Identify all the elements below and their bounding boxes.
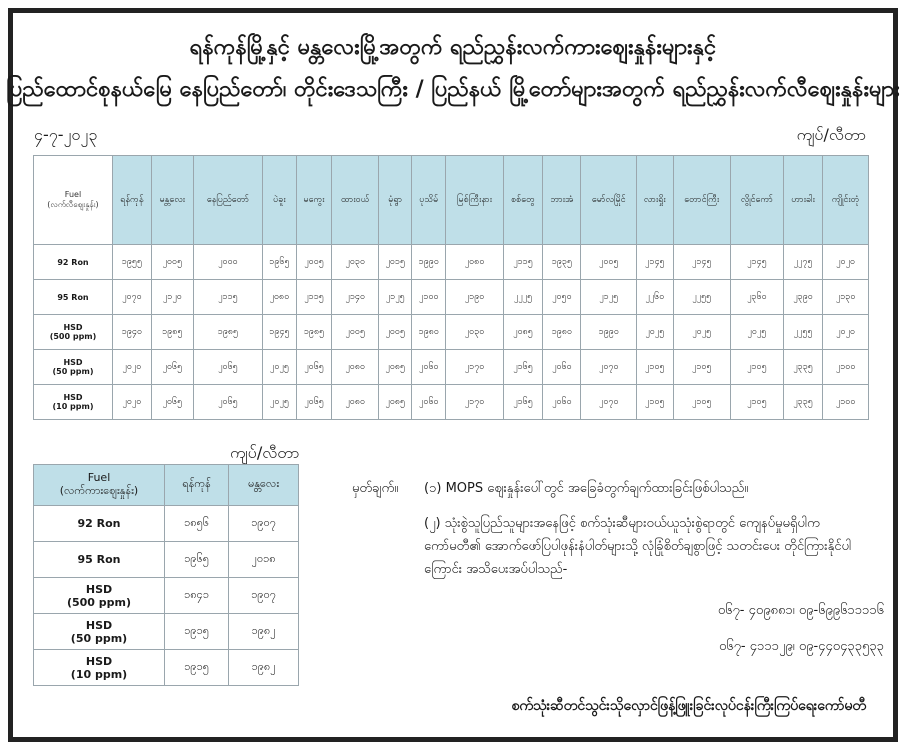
price-cell: ၂၀၈၅ xyxy=(503,315,543,350)
price-cell: ၂၀၆၅ xyxy=(193,350,262,385)
price-cell: ၂၂၆၀ xyxy=(637,280,674,315)
city-header: မန္တလေး xyxy=(151,156,193,245)
fuel-type-cell: HSD (10 ppm) xyxy=(34,385,113,420)
price-cell: ၂၀၀၀ xyxy=(193,245,262,280)
city-header: မုံရွာ xyxy=(379,156,412,245)
price-cell: ၂၀၆၅ xyxy=(151,385,193,420)
phone-numbers-2: ၀၆၇- ၄၁၁၁၂၉၊ ၀၉-၄၄၀၄၃၃၅၃၃ xyxy=(718,639,884,654)
price-cell: ၂၀၂၅ xyxy=(637,315,674,350)
price-cell: ၂၀၀၅ xyxy=(332,315,379,350)
price-cell: ၂၀၀၅ xyxy=(379,315,412,350)
price-cell: ၁၉၈၅ xyxy=(296,315,331,350)
price-cell: ၂၁၄၅ xyxy=(730,245,783,280)
price-cell: ၂၁၀၅ xyxy=(673,350,730,385)
price-cell: ၂၁၄၅ xyxy=(637,245,674,280)
city-header: လွိုင်ကော် xyxy=(730,156,783,245)
price-cell: ၂၀၅၀ xyxy=(543,280,581,315)
price-cell: ၂၁၆၅ xyxy=(503,350,543,385)
price-cell: ၁၉၈၂ xyxy=(229,650,299,686)
price-cell: ၁၉၁၅ xyxy=(165,614,229,650)
fuel-type-cell: HSD (50 ppm) xyxy=(34,614,165,650)
price-cell: ၂၂၂၅ xyxy=(503,280,543,315)
price-cell: ၂၀၆၅ xyxy=(193,385,262,420)
city-header: မြစ်ကြီးနား xyxy=(446,156,503,245)
retail-row xyxy=(34,315,869,350)
price-cell: ၁၉၃၅ xyxy=(543,245,581,280)
price-cell: ၁၉၈၂ xyxy=(229,614,299,650)
wholesale-table-body xyxy=(34,506,299,686)
price-cell: ၂၁၀၅ xyxy=(637,350,674,385)
price-cell: ၂၁၀၀ xyxy=(412,280,446,315)
retail-row xyxy=(34,385,869,420)
price-cell: ၂၁၃၀ xyxy=(823,280,869,315)
title-line2: ပြည်ထောင်စုနယ်မြေ နေပြည်တော်၊ တိုင်းဒေသကြီး / ပြည်နယ် မြို့တော်များအတွက် ရည်ညွှန်းလက်လီဈေးနှုန်းများ xyxy=(6,77,900,102)
price-cell: ၂၁၀၀ xyxy=(823,350,869,385)
date: ၄-၇-၂၀၂၃ xyxy=(34,125,98,144)
price-cell: ၂၀၁၈ xyxy=(229,542,299,578)
city-header: ပဲခူး xyxy=(262,156,296,245)
price-cell: ၂၀၆၀ xyxy=(543,350,581,385)
committee-signature: စက်သုံးဆီတင်သွင်းသိုလှောင်ဖြန့်ဖြူးခြင်းလုပ်ငန်းကြီးကြပ်ရေးကော်မတီ xyxy=(511,698,866,714)
price-cell: ၁၉၉၀ xyxy=(581,315,637,350)
price-cell: ၁၈၄၁ xyxy=(165,578,229,614)
title-line1: ရန်ကုန်မြို့နှင့် မန္တလေးမြို့အတွက် ရည်ညွှန်းလက်ကားဈေးနှုန်းများနှင့် xyxy=(189,35,717,60)
price-cell: ၂၀၂၅ xyxy=(262,350,296,385)
wholesale-row xyxy=(34,506,299,542)
price-cell: ၂၀၇၀ xyxy=(581,385,637,420)
price-cell: ၂၀၈၀ xyxy=(332,350,379,385)
price-cell: ၂၁၀၀ xyxy=(823,385,869,420)
phone-numbers-1: ၀၆၇- ၄၀၉၈၈၁၊ ၀၉-၆၉၉၆၁၁၁၁၆ xyxy=(717,603,884,618)
city-header: တောင်ကြီး xyxy=(673,156,730,245)
fuel-type-cell: HSD (500 ppm) xyxy=(34,315,113,350)
price-cell: ၂၀၈၀ xyxy=(262,280,296,315)
price-cell: ၁၉၆၅ xyxy=(262,245,296,280)
price-cell: ၂၃၉၀ xyxy=(783,280,822,315)
fuel-type-cell: 92 Ron xyxy=(34,506,165,542)
city-header: ရန်ကုန် xyxy=(113,156,152,245)
city-header: ကျိုင်းတုံ xyxy=(823,156,869,245)
price-cell: ၂၁၁၅ xyxy=(296,280,331,315)
price-cell: ၁၉၈၅ xyxy=(193,315,262,350)
price-cell: ၂၀၀၅ xyxy=(296,245,331,280)
price-cell: ၂၂၇၅ xyxy=(783,245,822,280)
price-cell: ၂၀၀၅ xyxy=(581,245,637,280)
city-header: လားရှိုး xyxy=(637,156,674,245)
price-cell: ၂၁၀၅ xyxy=(730,385,783,420)
city-header: ဟားခါး xyxy=(783,156,822,245)
price-cell: ၁၉၈၅ xyxy=(151,315,193,350)
price-cell: ၂၀၆၀ xyxy=(412,350,446,385)
fuel-type-cell: 95 Ron xyxy=(34,542,165,578)
price-cell: ၁၉၀၇ xyxy=(229,506,299,542)
retail-table-body xyxy=(34,245,869,420)
price-cell: ၁၉၀၇ xyxy=(229,578,299,614)
retail-fuel-header: Fuel (လက်လီဈေးနှုန်း) xyxy=(34,156,113,245)
price-cell: ၁၉၆၅ xyxy=(165,542,229,578)
wholesale-city-header: ရန်ကုန် xyxy=(165,465,229,506)
price-cell: ၂၁၉၀ xyxy=(446,280,503,315)
price-cell: ၂၀၂၀ xyxy=(823,315,869,350)
price-cell: ၂၀၆၀ xyxy=(412,385,446,420)
fuel-type-cell: 92 Ron xyxy=(34,245,113,280)
price-cell: ၂၂၅၅ xyxy=(673,280,730,315)
city-header: မော်လမြိုင် xyxy=(581,156,637,245)
price-cell: ၂၀၂၅ xyxy=(730,315,783,350)
price-cell: ၁၉၄၀ xyxy=(113,315,152,350)
price-cell: ၂၀၆၅ xyxy=(296,350,331,385)
fuel-type-cell: HSD (500 ppm) xyxy=(34,578,165,614)
price-cell: ၁၉၉၀ xyxy=(412,245,446,280)
price-cell: ၂၀၂၅ xyxy=(262,385,296,420)
price-cell: ၂၀၃၀ xyxy=(446,315,503,350)
price-cell: ၂၁၂၅ xyxy=(379,280,412,315)
city-header: ပုသိမ် xyxy=(412,156,446,245)
retail-header-row xyxy=(34,156,869,245)
wholesale-row xyxy=(34,650,299,686)
fuel-type-cell: HSD (50 ppm) xyxy=(34,350,113,385)
wholesale-unit-label: ကျပ်/လီတာ xyxy=(230,443,300,462)
price-cell: ၂၀၆၀ xyxy=(543,385,581,420)
price-cell: ၁၉၈၀ xyxy=(412,315,446,350)
wholesale-row xyxy=(34,614,299,650)
price-cell: ၂၁၇၀ xyxy=(446,350,503,385)
wholesale-price-table xyxy=(33,464,299,686)
wholesale-row xyxy=(34,578,299,614)
city-header: မကွေး xyxy=(296,156,331,245)
price-cell: ၂၁၀၅ xyxy=(730,350,783,385)
price-cell: ၂၁၂၅ xyxy=(581,280,637,315)
city-header: နေပြည်တော် xyxy=(193,156,262,245)
price-cell: ၂၀၂၀ xyxy=(113,385,152,420)
price-cell: ၂၀၂၀ xyxy=(113,350,152,385)
price-cell: ၂၀၁၅ xyxy=(379,245,412,280)
price-cell: ၂၂၅၅ xyxy=(783,315,822,350)
retail-row xyxy=(34,350,869,385)
retail-price-table xyxy=(33,155,869,420)
price-cell: ၂၀၈၅ xyxy=(379,385,412,420)
price-cell: ၂၀၂၅ xyxy=(673,315,730,350)
unit-label: ကျပ်/လီတာ xyxy=(796,125,866,144)
price-cell: ၂၁၀၅ xyxy=(637,385,674,420)
fuel-type-cell: 95 Ron xyxy=(34,280,113,315)
price-cell: ၂၁၂၀ xyxy=(151,280,193,315)
price-cell: ၂၀၂၀ xyxy=(823,245,869,280)
city-header: ထားဝယ် xyxy=(332,156,379,245)
wholesale-fuel-header: Fuel (လက်ကားဈေးနှုန်း) xyxy=(34,465,165,506)
price-cell: ၂၁၄၀ xyxy=(332,280,379,315)
price-cell: ၁၈၅၆ xyxy=(165,506,229,542)
price-cell: ၁၉၁၅ xyxy=(165,650,229,686)
wholesale-city-header: မန္တလေး xyxy=(229,465,299,506)
price-cell: ၂၁၇၀ xyxy=(446,385,503,420)
price-cell: ၂၀၃၀ xyxy=(332,245,379,280)
price-cell: ၂၀၈၅ xyxy=(379,350,412,385)
notes-label: မှတ်ချက်။ xyxy=(352,481,399,496)
price-cell: ၂၁၁၅ xyxy=(193,280,262,315)
city-header: စစ်တွေ xyxy=(503,156,543,245)
retail-row xyxy=(34,280,869,315)
wholesale-row xyxy=(34,542,299,578)
price-cell: ၂၀၆၅ xyxy=(296,385,331,420)
price-cell: ၂၀၆၅ xyxy=(151,350,193,385)
price-cell: ၁၉၅၅ xyxy=(113,245,152,280)
price-cell: ၂၃၃၅ xyxy=(783,350,822,385)
price-cell: ၂၀၈၀ xyxy=(446,245,503,280)
price-cell: ၂၀၀၅ xyxy=(151,245,193,280)
price-cell: ၂၃၃၅ xyxy=(783,385,822,420)
price-cell: ၂၀၇၀ xyxy=(113,280,152,315)
price-cell: ၂၀၈၀ xyxy=(332,385,379,420)
price-cell: ၂၃၆၀ xyxy=(730,280,783,315)
note-1: (၁) MOPS ဈေးနှုန်းပေါ်တွင် အခြေခံတွက်ချက်ထားခြင်းဖြစ်ပါသည်။ xyxy=(424,481,749,496)
price-cell: ၂၁၆၅ xyxy=(503,385,543,420)
price-cell: ၂၀၇၀ xyxy=(581,350,637,385)
price-cell: ၂၁၀၅ xyxy=(673,385,730,420)
price-cell: ၂၁၄၅ xyxy=(673,245,730,280)
city-header: ဘားအံ xyxy=(543,156,581,245)
retail-row xyxy=(34,245,869,280)
price-cell: ၂၁၁၅ xyxy=(503,245,543,280)
wholesale-header-row xyxy=(34,465,299,506)
note-2: (၂) သုံးစွဲသူပြည်သူများအနေဖြင့် စက်သုံးဆီများဝယ်ယူသုံးစွဲရာတွင် ကျေနပ်မှုမရှိပါက ကော်မတီ၏ အောက်ဖော်ပြပါဖုန်းနံပါတ်များသို့ လုံခြုံစိတ်ချစွာဖြင့် သတင်းပေး တိုင်ကြားနိုင်ပါကြောင်း အသိပေးအပ်ပါသည်- xyxy=(424,516,852,577)
fuel-type-cell: HSD (10 ppm) xyxy=(34,650,165,686)
price-cell: ၁၉၄၅ xyxy=(262,315,296,350)
price-cell: ၁၉၈၀ xyxy=(543,315,581,350)
